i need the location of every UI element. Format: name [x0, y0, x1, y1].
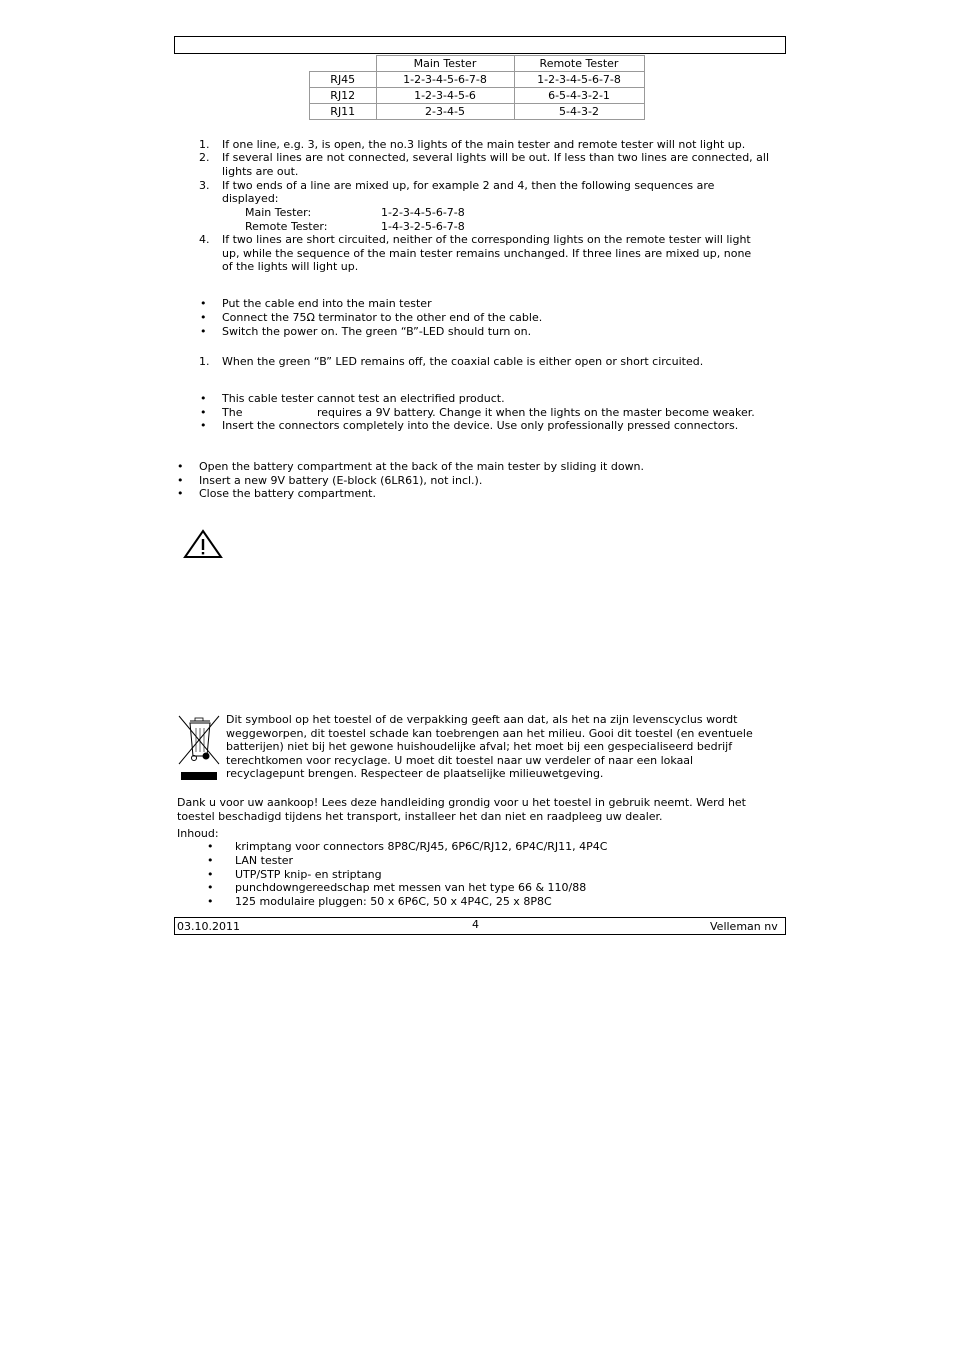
- weee-line-1: Dit symbool op het toestel of de verpakking geeft aan dat, als het na zijn levenscyclus wordt: [226, 713, 738, 726]
- remote-tester-sequence: 1-4-3-2-5-6-7-8: [381, 220, 465, 233]
- note-1: This cable tester cannot test an electrified product.: [222, 392, 505, 405]
- bullet-icon: •: [200, 297, 207, 310]
- warning-triangle-icon: [183, 529, 223, 559]
- inhoud-label: Inhoud:: [177, 827, 219, 840]
- table-cell: 6-5-4-3-2-1: [514, 88, 644, 104]
- bullet-icon: •: [207, 881, 214, 894]
- table-cell: RJ12: [310, 88, 377, 104]
- table-cell: RJ11: [310, 104, 377, 120]
- bullet-icon: •: [177, 487, 184, 500]
- list-number: 1.: [199, 138, 210, 151]
- table-header-main: Main Tester: [376, 56, 514, 72]
- list-number: 3.: [199, 179, 210, 192]
- bullet-icon: •: [207, 854, 214, 867]
- weee-line-5: recyclagepunt brengen. Respecteer de plaatselijke milieuwetgeving.: [226, 767, 604, 780]
- table-row: [310, 72, 645, 88]
- result-item-3-line2: displayed:: [222, 192, 279, 205]
- remote-tester-label: Remote Tester:: [245, 220, 328, 233]
- note-2-end: requires a 9V battery. Change it when the lights on the master become weaker.: [317, 406, 755, 419]
- note-2-start: The: [222, 406, 243, 419]
- coax-step-2: Connect the 75Ω terminator to the other end of the cable.: [222, 311, 543, 324]
- table-cell: 2-3-4-5: [376, 104, 514, 120]
- result-item-4-line1: If two lines are short circuited, neither of the corresponding lights on the remote tester will light: [222, 233, 751, 246]
- battery-step-3: Close the battery compartment.: [199, 487, 376, 500]
- main-tester-sequence: 1-2-3-4-5-6-7-8: [381, 206, 465, 219]
- bullet-icon: •: [177, 460, 184, 473]
- bullet-icon: •: [200, 406, 207, 419]
- result-item-4-line2: up, while the sequence of the main tester remains unchanged. If three lines are mixed up, none: [222, 247, 752, 260]
- footer-box: [174, 917, 786, 935]
- result-item-2-line2: lights are out.: [222, 165, 299, 178]
- table-cell: 5-4-3-2: [514, 104, 644, 120]
- result-item-1: If one line, e.g. 3, is open, the no.3 lights of the main tester and remote tester will not light up.: [222, 138, 746, 151]
- battery-step-2: Insert a new 9V battery (E-block (6LR61), not incl.).: [199, 474, 483, 487]
- bullet-icon: •: [200, 325, 207, 338]
- result-item-3-line1: If two ends of a line are mixed up, for example 2 and 4, then the following sequences are: [222, 179, 715, 192]
- list-number: 4.: [199, 233, 210, 246]
- inhoud-item-5: 125 modulaire pluggen: 50 x 6P6C, 50 x 4P4C, 25 x 8P8C: [235, 895, 552, 908]
- weee-line-2: weggeworpen, dit toestel schade kan toebrengen aan het milieu. Gooi dit toestel (en eventuele: [226, 727, 753, 740]
- weee-line-3: batterijen) niet bij het gewone huishoudelijke afval; het moet bij een gespecialiseerd bedrijf: [226, 740, 733, 753]
- footer-date: 03.10.2011: [177, 920, 240, 933]
- table-cell: 1-2-3-4-5-6-7-8: [514, 72, 644, 88]
- sequence-table: [309, 55, 645, 120]
- table-row: [310, 104, 645, 120]
- table-header-row: [310, 56, 645, 72]
- coax-step-3: Switch the power on. The green “B”-LED should turn on.: [222, 325, 532, 338]
- inhoud-item-3: UTP/STP knip- en striptang: [235, 868, 382, 881]
- footer-page-number: 4: [472, 918, 479, 931]
- weee-line-4: terechtkomen voor recyclage. U moet dit toestel naar uw verdeler of naar een lokaal: [226, 754, 694, 767]
- bullet-icon: •: [207, 840, 214, 853]
- battery-step-1: Open the battery compartment at the back of the main tester by sliding it down.: [199, 460, 645, 473]
- thanks-line-1: Dank u voor uw aankoop! Lees deze handleiding grondig voor u het toestel in gebruik neemt. Werd het: [177, 796, 746, 809]
- table-row: [310, 88, 645, 104]
- table-cell: 1-2-3-4-5-6-7-8: [376, 72, 514, 88]
- bullet-icon: •: [207, 895, 214, 908]
- bullet-icon: •: [200, 311, 207, 324]
- thanks-line-2: toestel beschadigd tijdens het transport, installeer het dan niet en raadpleeg uw dealer.: [177, 810, 663, 823]
- table-header-empty: [310, 56, 377, 72]
- crossed-out-bin-icon: [178, 714, 220, 782]
- result-item-4-line3: of the lights will light up.: [222, 260, 359, 273]
- list-number: 2.: [199, 151, 210, 164]
- list-number: 1.: [199, 355, 210, 368]
- inhoud-item-4: punchdowngereedschap met messen van het type 66 & 110/88: [235, 881, 587, 894]
- header-box: [174, 36, 786, 54]
- note-3: Insert the connectors completely into the device. Use only professionally pressed connectors.: [222, 419, 739, 432]
- bullet-icon: •: [177, 474, 184, 487]
- inhoud-item-2: LAN tester: [235, 854, 294, 867]
- bullet-icon: •: [200, 419, 207, 432]
- main-tester-label: Main Tester:: [245, 206, 312, 219]
- result-item-2-line1: If several lines are not connected, several lights will be out. If less than two lines are connected, all: [222, 151, 770, 164]
- coax-step-1: Put the cable end into the main tester: [222, 297, 432, 310]
- bullet-icon: •: [207, 868, 214, 881]
- coax-result: When the green “B” LED remains off, the coaxial cable is either open or short circuited.: [222, 355, 704, 368]
- footer-company: Velleman nv: [710, 920, 778, 933]
- table-cell: RJ45: [310, 72, 377, 88]
- table-header-remote: Remote Tester: [514, 56, 644, 72]
- table-cell: 1-2-3-4-5-6: [376, 88, 514, 104]
- inhoud-item-1: krimptang voor connectors 8P8C/RJ45, 6P6C/RJ12, 6P4C/RJ11, 4P4C: [235, 840, 608, 853]
- bullet-icon: •: [200, 392, 207, 405]
